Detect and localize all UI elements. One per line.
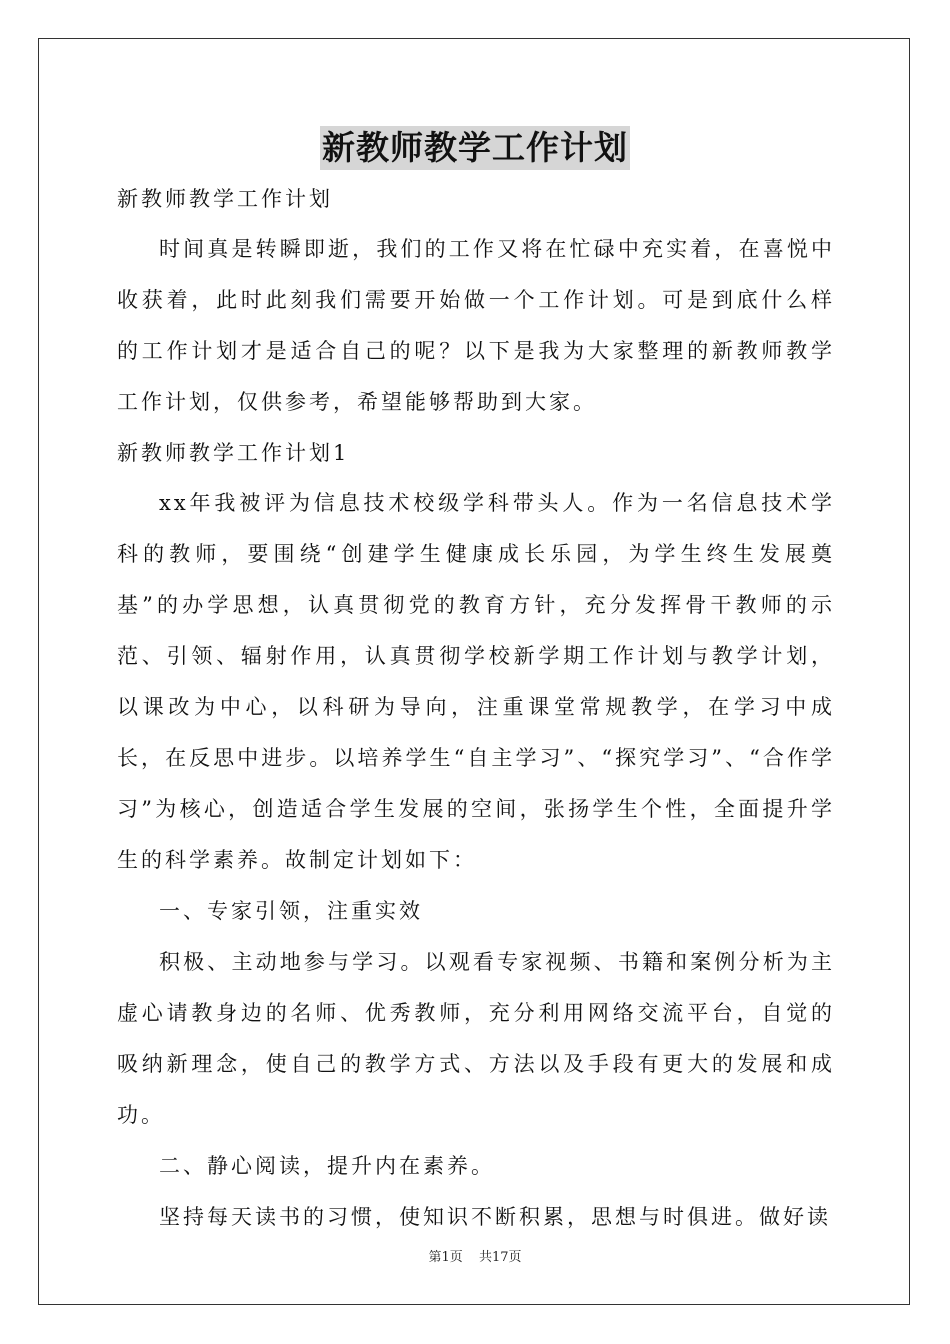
document-subtitle: 新教师教学工作计划 xyxy=(117,187,333,211)
section-paragraph: xx年我被评为信息技术校级学科带头人。作为一名信息技术学科的教师，要围绕“创建学生健康成长乐园，为学生终生发展奠基”的办学思想，认真贯彻党的教育方针，充分发挥骨干教师的示范、引领、辐射作用，认真贯彻学校新学期工作计划与教学计划，以课改为中心，以科研为导向，注重课堂常规教学，在学习中成长，在反思中进步。以培养学生“自主学习”、“探究学习”、“合作学习”为核心，创造适合学生发展的空间，张扬学生个性，全面提升学生的科学素养。故制定计划如下： xyxy=(117,491,835,872)
page-footer xyxy=(0,1246,950,1265)
page-number: 第1页 xyxy=(428,1250,463,1265)
document-title: 新教师教学工作计划 xyxy=(320,126,630,170)
item-paragraph: 坚持每天读书的习惯，使知识不断积累，思想与时俱进。做好读 xyxy=(159,1205,831,1229)
intro-paragraph: 时间真是转瞬即逝，我们的工作又将在忙碌中充实着，在喜悦中收获着，此时此刻我们需要开始做一个工作计划。可是到底什么样的工作计划才是适合自己的呢？以下是我为大家整理的新教师教学工作计划，仅供参考，希望能够帮助到大家。 xyxy=(117,237,835,414)
item-heading: 二、静心阅读，提升内在素养。 xyxy=(159,1154,495,1178)
document-body xyxy=(117,174,835,1243)
title-container xyxy=(0,126,950,170)
section-heading: 新教师教学工作计划1 xyxy=(117,441,350,465)
item-paragraph: 积极、主动地参与学习。以观看专家视频、书籍和案例分析为主虚心请教身边的名师、优秀教师，充分利用网络交流平台，自觉的吸纳新理念，使自己的教学方式、方法以及手段有更大的发展和成功。 xyxy=(117,950,835,1127)
page-total: 共17页 xyxy=(478,1250,522,1265)
item-heading: 一、专家引领，注重实效 xyxy=(159,899,423,923)
